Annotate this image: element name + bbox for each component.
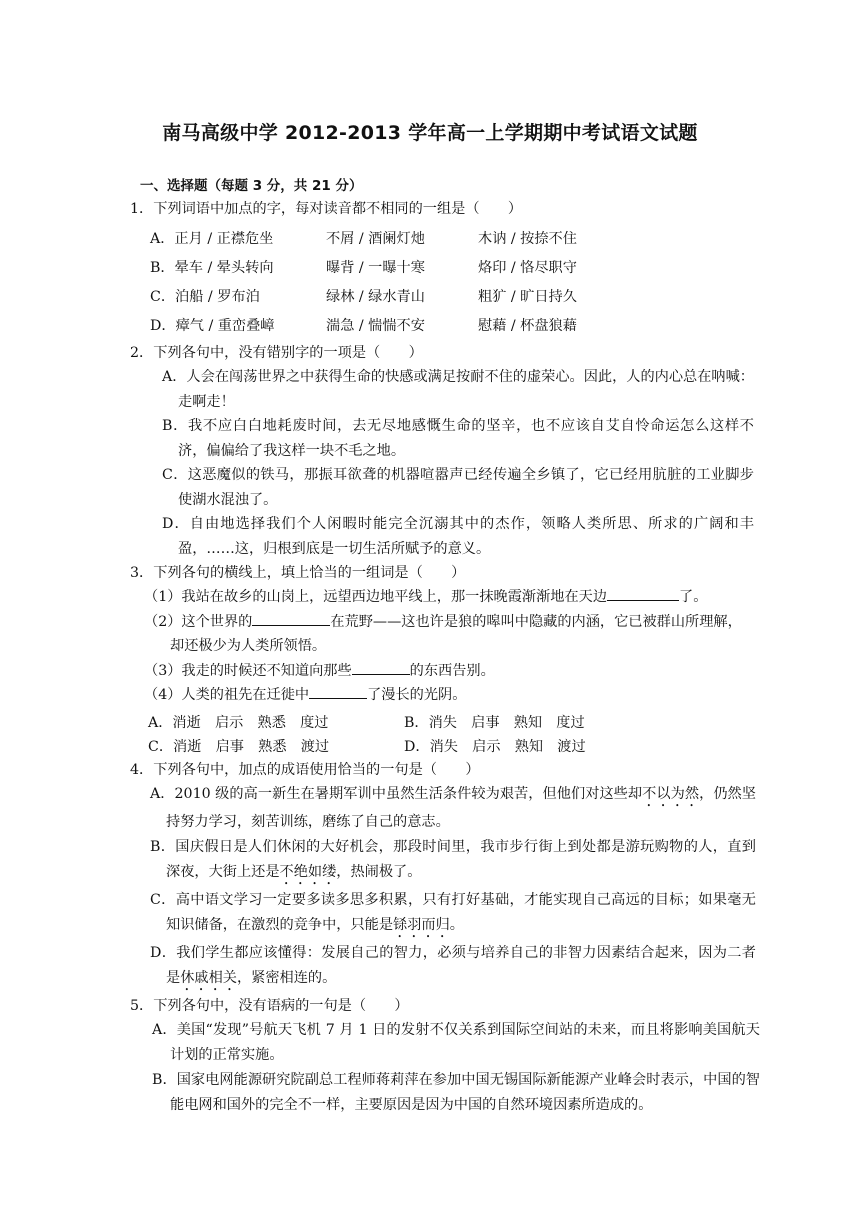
option-cell: 绿林 / 绿水青山 [326,288,425,305]
question-3-sentence-4 [144,683,752,708]
option-cell: 粗犷 / 旷日持久 [478,288,577,305]
question-3-sentence-1 [144,585,752,610]
dotted-idiom: 休戚相关 [180,969,237,986]
option-cell: 曝背 / 一曝十寒 [326,259,425,276]
question-5-option-b: B．国家电网能源研究院副总工程师蒋莉萍在参加中国无锡国际新能源产业峰会时表示，中国的智能电网和国外的完全不一样，主要原因是因为中国的自然环境因素所造成的。 [152,1071,760,1113]
option-cell: 不屑 / 酒阑灯灺 [326,230,425,247]
fill-blank [607,586,679,601]
option-cell: 木讷 / 按捺不住 [478,230,577,247]
fill-blank [309,684,367,699]
option-text: B．国庆假日是人们休闲的大好机会，那段时间里，我市步行街上到处都是游玩购物的人，直到深夜，大街上还是 [150,838,756,880]
question-4-option-d [150,941,756,994]
sentence-text: 在荒野——这也许是狼的嗥叫中隐藏的内涵，它已被群山所理解，却还极少为人类所领悟。 [170,613,742,654]
sentence-text: 了。 [679,589,708,605]
option-cell: C．泊船 / 罗布泊 [150,288,260,305]
option-text: ，热闹极了。 [336,863,422,880]
sentence-text: （1）我站在故乡的山岗上，远望西边地平线上，那一抹晚霞渐渐地在天边 [144,589,608,605]
question-1-stem: 1．下列词语中加点的字，每对读音都不相同的一组是（ ） [130,201,523,217]
question-1-option-row [150,223,740,252]
option-cell: A．正月 / 正襟危坐 [150,230,274,247]
option-cell: B．晕车 / 晕头转向 [150,259,274,276]
question-1-options [150,223,740,339]
question-4-option-c [150,888,756,941]
option-text: ，紧密相连的。 [236,969,337,986]
dotted-idiom: 不以为然 [642,785,700,802]
option-cell: 湍急 / 惴惴不安 [326,317,425,334]
question-5-option-a: A．美国“发现”号航天飞机 7 月 1 日的发射不仅关系到国际空间站的未来，而且将影响美国航天计划的正常实施。 [152,1021,760,1063]
answer-option: B．消失 启事 熟知 度过 [404,714,585,731]
fill-blank [252,611,330,626]
answer-row [148,710,740,734]
answer-option: A．消逝 启示 熟悉 度过 [148,714,329,731]
question-2-option-a: A．人会在闯荡世界之中获得生命的快感或满足按耐不住的虚荣心。因此，人的内心总在呐喊：走啊走！ [162,369,754,410]
answer-row [148,734,740,758]
answer-option: D．消失 启示 熟知 渡过 [404,738,586,755]
question-1-option-row [150,310,740,339]
option-text: A．2010 级的高一新生在暑期军训中虽然生活条件较为艰苦，但他们对这些却 [150,785,643,802]
option-text: 。 [449,916,464,933]
option-text: ，仍然坚持努力学习，刻苦训练，磨练了自己的意志。 [166,785,756,830]
question-1-option-row [150,252,740,281]
sentence-text: （4）人类的祖先在迁徙中 [144,687,310,703]
question-4-stem: 4．下列各句中，加点的成语使用恰当的一句是（ ） [130,761,480,778]
option-text: D．我们学生都应该懂得：发展自己的智力，必须与培养自己的非智力因素结合起来，因为二者是 [150,944,756,986]
sentence-text: 的东西告别。 [409,662,495,679]
option-cell: 烙印 / 恪尽职守 [478,259,577,276]
question-2-stem: 2．下列各句中，没有错别字的一项是（ ） [130,345,423,361]
option-text: C．高中语文学习一定要多读多思多积累，只有打好基础，才能实现自己高远的目标；如果毫无知识储备，在激烈的竞争中，只能是 [150,891,756,933]
question-3-sentence-2 [144,610,752,659]
question-4-option-b [150,835,756,888]
dotted-idiom: 不绝如缕 [279,863,337,880]
option-cell: 慰藉 / 杯盘狼藉 [478,317,577,334]
sentence-text: （2）这个世界的 [144,613,253,630]
exam-content [130,197,760,1118]
dotted-idiom: 铩羽而归 [393,916,450,933]
question-1-option-row [150,281,740,310]
sentence-text: （3）我走的时候还不知道向那些 [144,662,352,679]
section-heading: 一、选择题（每题 3 分，共 21 分） [140,178,363,194]
question-3-sentence-3 [144,659,752,684]
question-3-stem: 3．下列各句的横线上，填上恰当的一组词是（ ） [130,565,466,581]
question-4-option-a [150,782,756,835]
question-2-option-d: D．自由地选择我们个人闲暇时能完全沉溺其中的杰作，领略人类所思、所求的广阔和丰盈，……这，归根到底是一切生活所赋予的意义。 [162,516,754,557]
option-cell: D．瘴气 / 重峦叠嶂 [150,317,275,334]
answer-option: C．消逝 启事 熟悉 渡过 [148,738,330,755]
question-3-answers [148,710,740,758]
fill-blank [352,660,410,675]
sentence-text: 了漫长的光阴。 [367,687,467,703]
question-5-stem: 5．下列各句中，没有语病的一句是（ ） [130,997,409,1014]
page-title: 南马高级中学 2012-2013 学年高一上学期期中考试语文试题 [162,122,698,144]
question-2-option-c: C．这恶魔似的铁马，那振耳欲聋的机器喧嚣声已经传遍全乡镇了，它已经用肮脏的工业脚步使湖水混浊了。 [162,467,754,508]
question-2-option-b: B．我不应白白地耗废时间，去无尽地感慨生命的坚辛，也不应该自艾自怜命运怎么这样不济，偏偏给了我这样一块不毛之地。 [162,418,754,459]
